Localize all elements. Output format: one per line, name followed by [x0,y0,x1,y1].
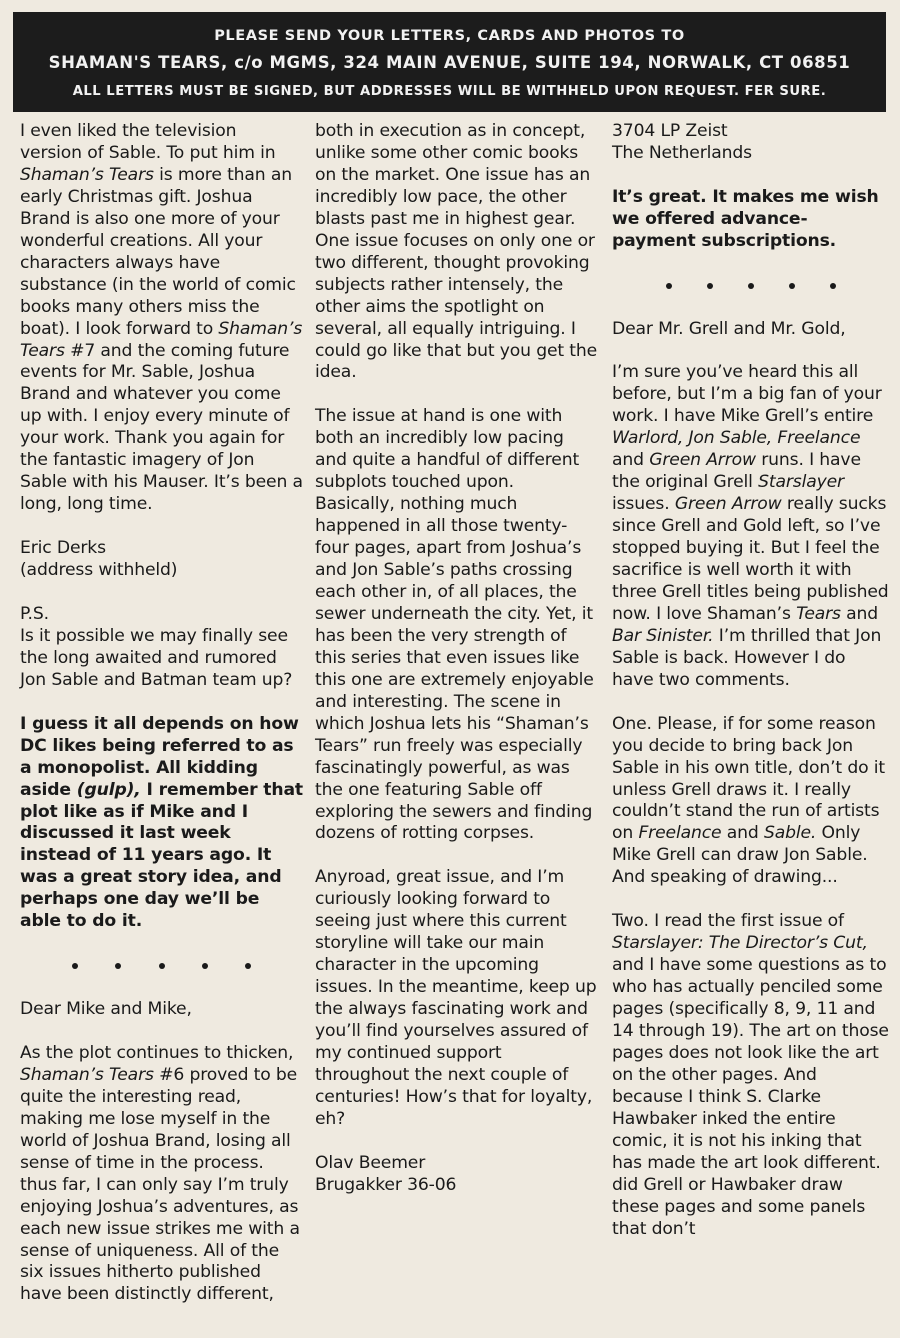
column-1 [20,121,303,1306]
salutation: Dear Mike and Mike, [20,999,192,1020]
letter-body: Two. I read the first issue of Starslayer: The Director’s Cut, and I have some questions as to who has actually penciled some pages (specifically 8, 9, 11 and 14 through 19). The art on those pages does not look like the art on the other pages. And because I think S. Clarke Hawbaker inked the entire comic, it is not his inking that has made the art look different. did Grell or Hawbaker draw these pages and some panels that don’t [612,911,889,1239]
column-3 [612,121,890,1241]
letter-body: I even liked the television version of Sable. To put him in Shaman’s Tears is more than an early Christmas gift. Joshua Brand is also one more of your wonderful creations. All your characters always have substance (in the world of comic books many others miss the boat). I look forward to Shaman’s Tears #7 and the coming future events for Mr. Sable, Joshua Brand and whatever you come up with. I enjoy every minute of your work. Thank you again for the fantastic imagery of Jon Sable with his Mauser. It’s been a long, long time. [20,121,303,515]
letter-body: As the plot continues to thicken, Shaman’s Tears #6 proved to be quite the interesting read, making me lose myself in the world of Joshua Brand, losing all sense of time in the process. thus far, I can only say I’m truly enjoying Joshua’s adventures, as each new issue strikes me with a sense of uniqueness. All of the six issues hitherto published have been distinctly different, [20,1042,300,1305]
separator-dots [20,955,303,977]
banner-line-2-address: SHAMAN'S TEARS, c/o MGMS, 324 MAIN AVENUE, SUITE 194, NORWALK, CT 06851 [48,53,851,72]
editor-reply: I guess it all depends on how DC likes being referred to as a monopolist. All kidding aside (gulp), I remember that plot like as if Mike and I discussed it last week instead of 11 years ago. It was a great story idea, and perhaps one day we’ll be able to do it. [20,713,303,932]
letter-body: I’m sure you’ve heard this all before, but I’m a big fan of your work. I have Mike Grell’s entire Warlord, Jon Sable, Freelance and Green Arrow runs. I have the original Grell Starslayer issues. Green Arrow really sucks since Grell and Gold left, so I’ve stopped buying it. But I feel the sacrifice is well worth it with three Grell titles being published now. I love Shaman’s Tears and Bar Sinister. I’m thrilled that Jon Sable is back. However I do have two comments. [612,362,889,690]
postscript: P.S. Is it possible we may finally see the long awaited and rumored Jon Sable and Batman team up? [20,603,293,690]
bullet-dot [115,963,121,969]
editor-reply: It’s great. It makes me wish we offered advance-payment subscriptions. [612,186,879,251]
column-2-content [315,121,598,1197]
bullet-dot [830,283,836,289]
bullet-dot [789,283,795,289]
signature: Eric Derks (address withheld) [20,538,178,581]
address: 3704 LP Zeist The Netherlands [612,121,752,163]
mailing-address-banner [13,12,886,112]
bullet-dot [707,283,713,289]
bullet-dot [748,283,754,289]
letter-body: The issue at hand is one with both an incredibly low pacing and quite a handful of different subplots touched upon. Basically, nothing much happened in all those twenty-four pages, apart from Joshua’s and Jon Sable’s paths crossing each other in, of all places, the sewer underneath the city. Yet, it has been the very strength of this series that even issues like this one are extremely enjoyable and interesting. The scene in which Joshua lets his “Shaman’s Tears” run freely was especially fascinatingly powerful, as was the one featuring Sable off exploring the sewers and finding dozens of rotting corpses. [315,406,594,844]
letter-body: One. Please, if for some reason you decide to bring back Jon Sable in his own title, don’t do it unless Grell draws it. I really couldn’t stand the run of artists on Freelance and Sable. Only Mike Grell can draw Jon Sable. And speaking of drawing... [612,713,885,888]
bullet-dot [666,283,672,289]
letter-body: Anyroad, great issue, and I’m curiously looking forward to seeing just where this current storyline will take our main character in the upcoming issues. In the meantime, keep up the always fascinating work and you’ll find yourselves assured of my continued support throughout the next couple of centuries! How’s that for loyalty, eh? [315,867,597,1129]
salutation: Dear Mr. Grell and Mr. Gold, [612,318,846,339]
banner-line-3-notice: ALL LETTERS MUST BE SIGNED, BUT ADDRESSES WILL BE WITHHELD UPON REQUEST. FER SURE. [72,84,827,99]
banner-line-1: PLEASE SEND YOUR LETTERS, CARDS AND PHOTOS TO [214,28,685,44]
bullet-dot [202,963,208,969]
bullet-dot [159,963,165,969]
signature: Olav Beemer Brugakker 36-06 [315,1152,457,1195]
letter-body-continuation: both in execution as in concept, unlike some other comic books on the market. One issue has an incredibly low pace, the other blasts past me in highest gear. One issue focuses on only one or two different, thought provoking subjects rather intensely, the other aims the spotlight on several, all equally intriguing. I could go like that but you get the idea. [315,121,598,383]
bullet-dot [72,963,78,969]
bullet-dot [245,963,251,969]
separator-dots [612,275,890,297]
